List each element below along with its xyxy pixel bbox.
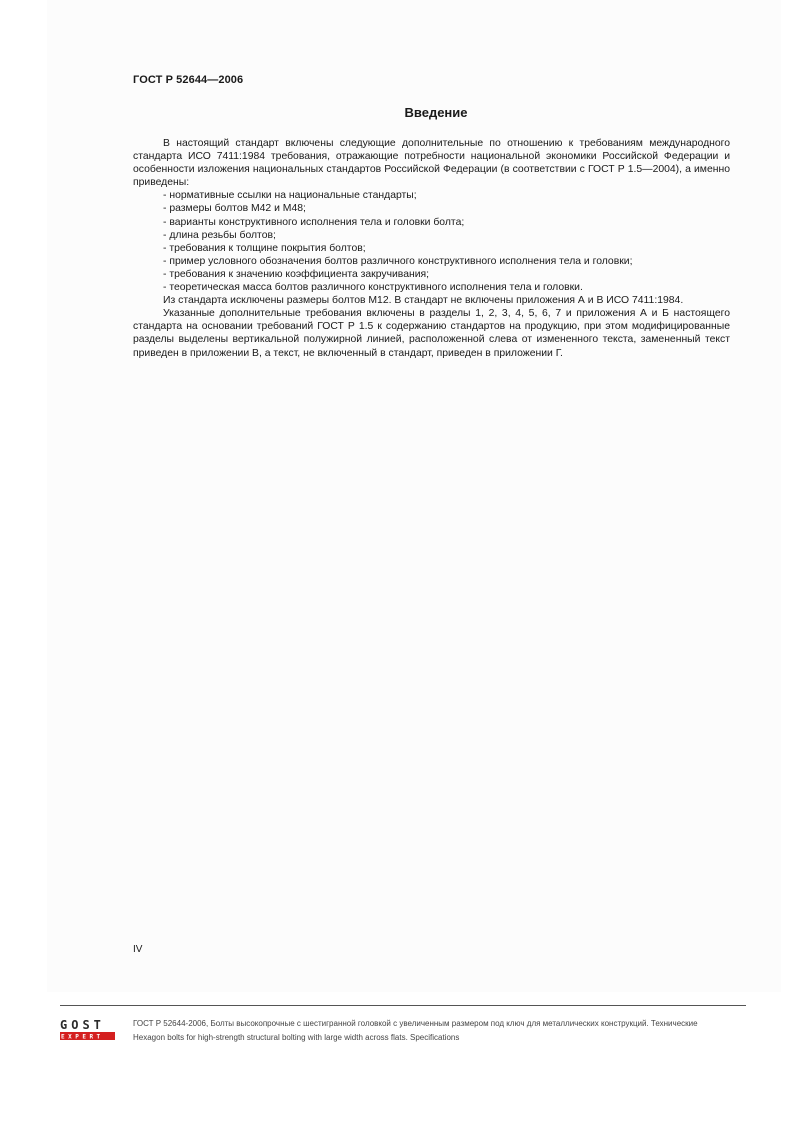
list-item: - варианты конструктивного исполнения тела и головки болта; [163, 216, 465, 228]
list-item: - размеры болтов М42 и М48; [163, 203, 306, 215]
list-item: - пример условного обозначения болтов различного конструктивного исполнения тела и головки; [163, 255, 633, 267]
requirements-list [133, 189, 730, 294]
intro-paragraph: В настоящий стандарт включены следующие дополнительные по отношению к требованиям международного стандарта ИСО 7411:1984 требования, отражающие потребности национальной экономики Российской Федерации и особенности изложения национальных стандартов Российской Федерации (в соответствии с ГОСТ Р 1.5—2004), а именно приведены: [133, 138, 730, 189]
document-body [133, 137, 730, 360]
list-item: - требования к толщине покрытия болтов; [163, 242, 366, 254]
svg-text:GOST: GOST [60, 1018, 105, 1032]
page-number: IV [133, 944, 143, 955]
footer-title-ru[interactable]: ГОСТ Р 52644-2006, Болты высокопрочные с шестигранной головкой с увеличенным размером под ключ для металлических конструкций. Технические [133, 1019, 698, 1028]
svg-text:EXPERT: EXPERT [61, 1033, 104, 1041]
excluded-paragraph: Из стандарта исключены размеры болтов М12. В стандарт не включены приложения А и В ИСО 7411:1984. [163, 295, 684, 307]
additional-paragraph: Указанные дополнительные требования включены в разделы 1, 2, 3, 4, 5, 6, 7 и приложения А и Б настоящего стандарта на основании требований ГОСТ Р 1.5 к содержанию стандартов на продукцию, при этом модифицированные разделы выделены вертикальной полужирной линией, расположенной слева от измененного текста, замененный текст приведен в приложении В, а текст, не включенный в стандарт, приведен в приложении Г. [133, 308, 730, 359]
list-item: - длина резьбы болтов; [163, 229, 276, 241]
list-item: - нормативные ссылки на национальные стандарты; [163, 190, 417, 202]
gost-expert-logo[interactable] [60, 1017, 115, 1041]
section-title: Введение [404, 105, 468, 120]
list-item: - требования к значению коэффициента закручивания; [163, 268, 430, 280]
standard-code-header: ГОСТ Р 52644—2006 [133, 74, 244, 86]
list-item: - теоретическая масса болтов различного конструктивного исполнения тела и головки. [163, 282, 583, 294]
footer-title-en[interactable]: Hexagon bolts for high-strength structural bolting with large width across flats. Specifications [133, 1033, 460, 1042]
footer-divider [60, 1005, 746, 1006]
